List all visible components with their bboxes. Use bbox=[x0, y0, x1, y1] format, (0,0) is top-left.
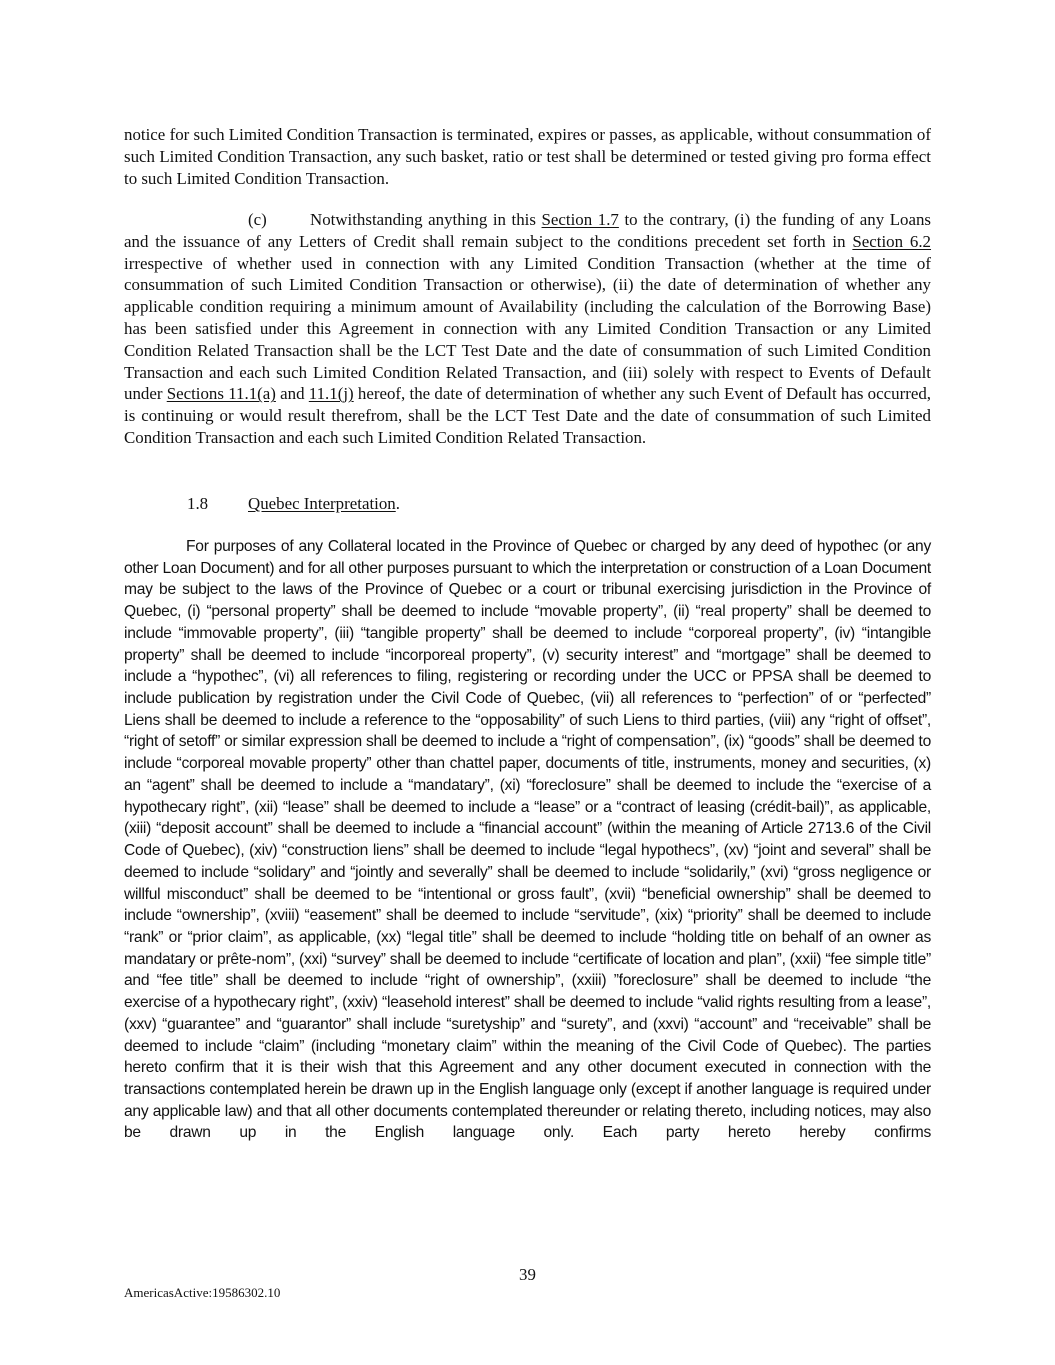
paragraph-text: and bbox=[275, 384, 309, 404]
paragraph-label: (c) bbox=[248, 210, 267, 229]
page-number: 39 bbox=[519, 1265, 536, 1284]
section-title-suffix: . bbox=[395, 494, 400, 513]
section-reference-link: 11.1(j) bbox=[308, 384, 354, 404]
paragraph-text: Notwithstanding anything in this bbox=[310, 210, 542, 229]
paragraph-c bbox=[124, 209, 931, 449]
paragraph-text: For purposes of any Collateral located in the Province of Quebec or charged by any deed of hypothec (or any other Loan Document) and for all other purposes pursuant to which the interpretation or construction of a Loan Document may be subject to the laws of the Province of Quebec or a court or tribunal exercising jurisdiction in the Province of Quebec, (i) “personal property” shall be deemed to include “movable property”, (ii) “real property” shall be deemed to include “immovable property”, (iii) “tangible property” shall be deemed to include “corporeal property”, (iv) “intangible property” shall be deemed to include “incorporeal property”, (v) security interest” and “mortgage” shall be deemed to include a “hypothec”, (vi) all references to filing, registering or recording under the UCC or PPSA shall be deemed to include publication by registration under the Civil Code of Quebec, (vii) all references to “perfection” of or “perfected” Liens shall be deemed to include a reference to the “opposability” of such Liens to third parties, (viii) any “right of offset”, “right of setoff” or similar expression shall be deemed to include a “right of compensation”, (ix) “goods” shall be deemed to include “corporeal movable property” other than chattel paper, documents of title, instruments, money and securities, (x) an “agent” shall be deemed to include a “mandatary”, (xi) “foreclosure” shall be deemed to include the “exercise of a hypothecary right”, (xii) “lease” shall be deemed to include a “lease” or a “contract of leasing (crédit-bail)”, as applicable, (xiii) “deposit account” shall be deemed to include a “financial account” (within the meaning of Article 2713.6 of the Civil Code of Quebec), (xiv) “construction liens” shall be deemed to include “legal hypothecs”, (xv) “joint and several” shall be deemed to include “solidary” and “jointly and severally” shall be deemed to include “solidarily,” (xvi) “gross negligence or willful misconduct” shall be deemed to be “intentional or gross fault”, (xvii) “beneficial ownership” shall be deemed to include “ownership”, (xviii) “easement” shall be deemed to include “servitude”, (xix) “priority” shall be deemed to include “rank” or “prior claim”, as applicable, (xx) “legal title” shall be deemed to include “holding title on behalf of an owner as mandatary or prête-nom”, (xxi) “survey” shall be deemed to include “certificate of location and plan”, (xxii) “fee simple title” and “fee title” shall be deemed to include “right of ownership”, (xxiii) ”foreclosure” shall be deemed to include “the exercise of a hypothecary right”, (xxiv) “leasehold interest” shall be deemed to include “valid rights resulting from a lease”, (xxv) “guarantee” and “guarantor” shall include “suretyship” and “surety”, and (xxvi) “account” and “receivable” shall be deemed to include “claim” (including “monetary claim” within the meaning of the Civil Code of Quebec). The parties hereto confirm that it is their wish that this Agreement and any other document executed in connection with the transactions contemplated herein be drawn up in the English language only (except if another language is required under any applicable law) and that all other documents contemplated thereunder or relating thereto, including notices, may also be drawn up in the English language only. Each party hereto hereby confirms bbox=[124, 538, 931, 1142]
paragraph-text: irrespective of whether used in connection with any Limited Condition Transaction (whether at the time of consummation of such Limited Condition Transaction or otherwise), (ii) the date of determination of whether any applicable condition requiring a minimum amount of Availability (including the calculation of the Borrowing Base) has been satisfied under this Agreement in connection with any Limited Condition Transaction or any Limited Condition Related Transaction shall be the LCT Test Date and the date of consummation of such Limited Condition Transaction and each such Limited Condition Related Transaction, and (iii) solely with respect to Events of Default under bbox=[124, 253, 931, 404]
section-reference-link: Sections 11.1(a) bbox=[166, 384, 276, 404]
section-number: 1.8 bbox=[187, 494, 209, 513]
paragraph-continuation: notice for such Limited Condition Transaction is terminated, expires or passes, as applicable, without consummation of such Limited Condition Transaction, any such basket, ratio or test shall be determined or tested giving pro forma effect to such Limited Condition Transaction. bbox=[124, 125, 931, 188]
document-id: AmericasActive:19586302.10 bbox=[124, 1285, 281, 1300]
section-reference-link: Section 6.2 bbox=[852, 231, 932, 251]
section-reference-link: Section 1.7 bbox=[541, 210, 619, 229]
section-title: Quebec Interpretation bbox=[248, 494, 396, 513]
paragraph-text: to the contrary, (i) the funding of any Loans and the issuance of any Letters of Credit shall remain subject to the conditions precedent set forth in bbox=[124, 210, 931, 251]
paragraph-text: hereof, the date of determination of whether any such Event of Default has occurred, is continuing or would result therefrom, shall be the LCT Test Date and the date of consummation of such Limited Condition Transaction and each such Limited Condition Related Transaction. bbox=[124, 384, 931, 447]
section-heading bbox=[187, 493, 400, 515]
paragraph-quebec-interpretation bbox=[124, 536, 931, 1144]
